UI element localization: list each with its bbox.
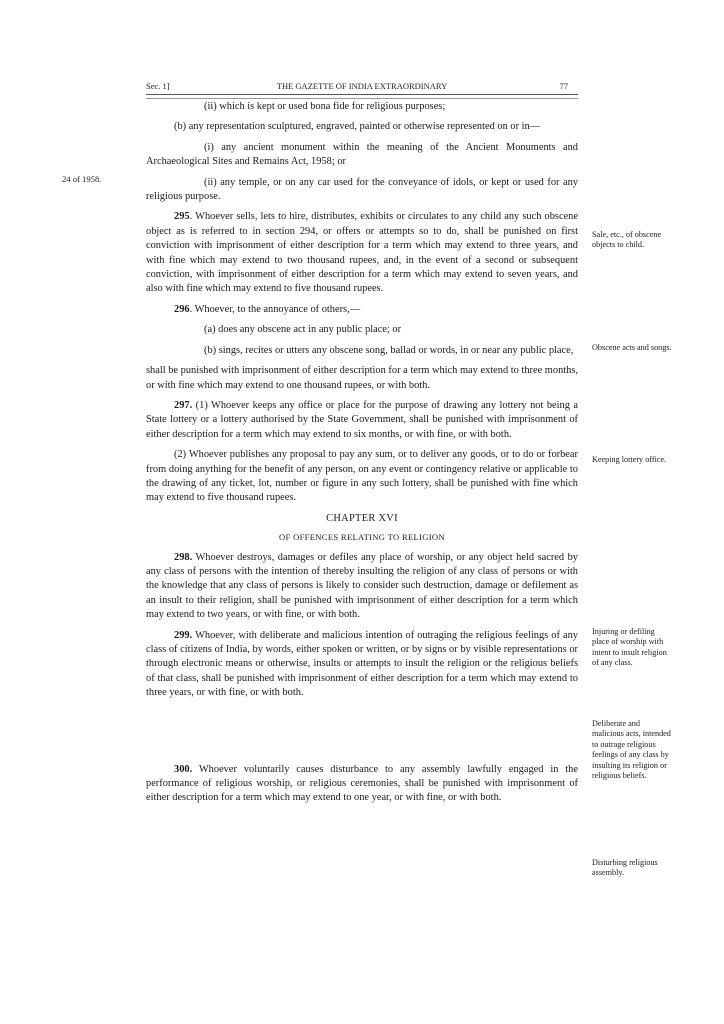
- section-296-clause-a: (a) does any obscene act in any public place; or: [204, 324, 402, 336]
- margin-note-300: Disturbing religious assembly.: [592, 858, 658, 878]
- section-300-number: 300.: [174, 763, 193, 775]
- header-title: THE GAZETTE OF INDIA EXTRAORDINARY: [276, 81, 448, 91]
- margin-note-296: Obscene acts and songs.: [592, 343, 672, 352]
- section-295-text: . Whoever sells, lets to hire, distributes, exhibits or circulates to any child any such obscene object as is referred to in section 294, or offers or attempts so to do, shall be punished on first conviction with imprisonment of either description for a term which may extend to three years, and with fine which may extend to two thousand rupees, and, in the event of a second or subsequent conviction, with imprisonment of either description for a term which may extend to seven years, and also with fine which may extend to five thousand rupees.: [146, 211, 578, 295]
- section-298: [146, 551, 578, 623]
- chapter-subheading: OF OFFENCES RELATING TO RELIGION: [279, 532, 445, 543]
- clause-b-representation: (b) any representation sculptured, engraved, painted or otherwise represented on or in—: [174, 121, 541, 133]
- section-298-number: 298.: [174, 551, 193, 563]
- section-295-number: 295: [174, 211, 190, 223]
- clause-i-monument: (i) any ancient monument within the meaning of the Ancient Monuments and Archaeological Sites and Remains Act, 1958; or: [146, 141, 578, 168]
- section-296-tail: shall be punished with imprisonment of either description for a term which may extend to three months, or with fine which may extend to one thousand rupees, or with both.: [146, 365, 578, 391]
- page-header: [146, 80, 578, 92]
- clause-ii-temple: (ii) any temple, or on any car used for the conveyance of idols, or kept or used for any religious purpose.: [146, 176, 578, 203]
- page-body: [146, 100, 578, 812]
- section-299: [146, 629, 578, 701]
- header-rule: [146, 94, 578, 99]
- section-297-2: (2) Whoever publishes any proposal to pay any sum, or to deliver any goods, or to do or forbear from doing anything for the benefit of any person, on any event or contingency relative or applicable to the drawing of any ticket, lot, number or figure in any such lottery, shall be punished with fine which may extend to five thousand rupees.: [146, 449, 578, 504]
- left-margin-note: 24 of 1958.: [62, 174, 102, 184]
- margin-note-299: Deliberate and malicious acts, intended to outrage religious feelings of any class by insulting its religion or religious beliefs.: [592, 719, 671, 781]
- section-300: [146, 763, 578, 806]
- chapter-heading: CHAPTER XVI: [326, 512, 398, 524]
- section-299-number: 299.: [174, 629, 193, 641]
- section-296: [146, 303, 578, 317]
- header-section: Sec. 1]: [146, 81, 170, 91]
- header-page-number: 77: [559, 81, 568, 91]
- section-297-1: [146, 399, 578, 442]
- clause-ii-religious: (ii) which is kept or used bona fide for religious purposes;: [204, 101, 446, 112]
- section-299-text: Whoever, with deliberate and malicious intention of outraging the religious feelings of any class of citizens of India, by words, either spoken or written, or by signs or by visible representations or through electronic means or otherwise, insults or attempts to insult the religion or the religious beliefs of that class, shall be punished with imprisonment of either description for a term which may extend to three years, or with fine, or with both.: [146, 629, 578, 699]
- margin-note-298: Injuring or defiling place of worship with intent to insult religion of any class.: [592, 627, 667, 668]
- section-296-text: . Whoever, to the annoyance of others,—: [189, 303, 361, 315]
- section-297-1-text: (1) Whoever keeps any office or place for the purpose of drawing any lottery not being a State lottery or a lottery authorised by the State Government, shall be punished with imprisonment of either description for a term which may extend to six months, or with fine, or with both.: [146, 399, 578, 440]
- section-296-number: 296: [174, 303, 190, 315]
- section-297-number: 297.: [174, 399, 193, 411]
- section-300-text: Whoever voluntarily causes disturbance to any assembly lawfully engaged in the performance of religious worship, or religious ceremonies, shall be punished with imprisonment of either description for a term which may extend to one year, or with fine, or with both.: [146, 763, 578, 804]
- section-298-text: Whoever destroys, damages or defiles any place of worship, or any object held sacred by any class of persons with the intention of thereby insulting the religion of any class of persons or with the knowledge that any class of persons is likely to consider such destruction, damage or defilement as an insult to their religion, shall be punished with imprisonment of either description for a term which may extend to two years, or with fine, or with both.: [146, 551, 578, 621]
- margin-note-295: Sale, etc., of obscene objects to child.: [592, 230, 662, 250]
- section-296-clause-b: (b) sings, recites or utters any obscene song, ballad or words, in or near any public place,: [204, 344, 574, 356]
- section-295: [146, 210, 578, 296]
- margin-note-297: Keeping lottery office.: [592, 455, 667, 464]
